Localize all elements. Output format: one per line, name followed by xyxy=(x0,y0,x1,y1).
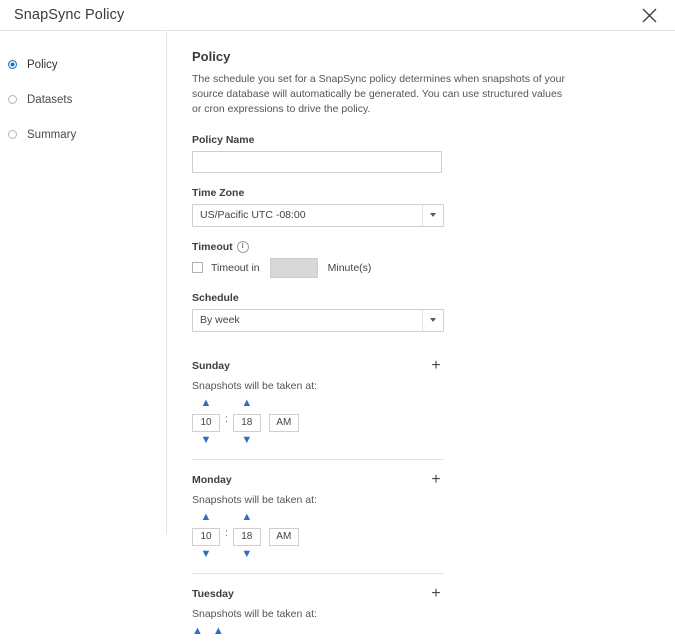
meridiem-stepper xyxy=(269,398,299,435)
day-block-sunday xyxy=(192,346,444,460)
day-block-monday xyxy=(192,460,444,574)
minute-input[interactable]: 18 xyxy=(233,414,261,432)
schedule-select[interactable] xyxy=(192,309,444,332)
add-time-button[interactable]: + xyxy=(431,470,441,488)
day-name-label: Sunday xyxy=(192,359,230,372)
day-name-label: Monday xyxy=(192,473,232,486)
chevron-up-icon[interactable]: ▲ xyxy=(241,396,253,409)
chevron-up-icon[interactable]: ▲ xyxy=(241,510,253,523)
chevron-down-icon[interactable]: ▼ xyxy=(200,547,212,560)
sidebar-item-summary[interactable] xyxy=(0,117,166,152)
add-time-button[interactable]: + xyxy=(431,356,441,374)
chevron-up-icon[interactable]: ▲ xyxy=(212,624,224,637)
time-separator: : xyxy=(225,413,228,425)
section-description: The schedule you set for a SnapSync policy determines when snapshots of your source database will automatically be generated. You can use structured values or cron expressions to drive the policy. xyxy=(192,73,565,116)
hour-stepper xyxy=(192,398,220,448)
info-icon[interactable]: i xyxy=(237,241,249,253)
chevron-down-icon[interactable] xyxy=(422,310,443,331)
time-zone-value: US/Pacific UTC -08:00 xyxy=(200,209,306,222)
day-header xyxy=(192,358,444,374)
day-sublabel: Snapshots will be taken at: xyxy=(192,379,317,392)
page-title: SnapSync Policy xyxy=(14,7,125,23)
timeout-suffix-label: Minute(s) xyxy=(327,261,372,274)
chevron-down-icon[interactable]: ▼ xyxy=(200,433,212,446)
meridiem-input[interactable]: AM xyxy=(269,414,299,432)
day-header xyxy=(192,472,444,488)
schedule-field-group xyxy=(192,292,612,332)
chevron-down-icon[interactable]: ▼ xyxy=(241,433,253,446)
section-title: Policy xyxy=(192,49,231,64)
time-picker xyxy=(192,398,444,448)
policy-name-input[interactable] xyxy=(192,151,442,173)
meridiem-input[interactable]: AM xyxy=(269,528,299,546)
policy-name-label: Policy Name xyxy=(192,133,255,146)
timeout-label-text: Timeout xyxy=(192,240,233,253)
sidebar-item-label: Datasets xyxy=(27,93,73,106)
day-sublabel: Snapshots will be taken at: xyxy=(192,493,317,506)
chevron-up-icon[interactable]: ▲ xyxy=(192,624,203,637)
hour-stepper xyxy=(192,626,203,639)
minute-input[interactable]: 18 xyxy=(233,528,261,546)
meridiem-stepper xyxy=(269,512,299,549)
chevron-down-icon[interactable]: ▼ xyxy=(241,547,253,560)
minute-stepper xyxy=(233,398,261,448)
chevron-up-icon[interactable]: ▲ xyxy=(200,510,212,523)
minute-stepper xyxy=(213,626,224,639)
day-header xyxy=(192,586,444,602)
day-name-label: Tuesday xyxy=(192,587,234,600)
hour-input[interactable]: 10 xyxy=(192,528,220,546)
schedule-value: By week xyxy=(200,314,240,327)
timeout-label xyxy=(192,241,612,253)
time-separator: : xyxy=(225,527,228,539)
time-picker xyxy=(192,512,444,562)
wizard-sidebar xyxy=(0,31,167,534)
time-picker xyxy=(192,626,444,642)
chevron-down-icon[interactable] xyxy=(422,205,443,226)
sidebar-item-label: Policy xyxy=(27,58,58,71)
step-radio-icon xyxy=(8,95,17,104)
sidebar-item-label: Summary xyxy=(27,128,77,141)
close-icon[interactable] xyxy=(637,3,661,27)
chevron-up-icon[interactable]: ▲ xyxy=(200,396,212,409)
timeout-checkbox[interactable] xyxy=(192,262,203,273)
policy-name-field-group xyxy=(192,134,612,173)
hour-input[interactable]: 10 xyxy=(192,414,220,432)
step-radio-icon xyxy=(8,60,17,69)
add-time-button[interactable]: + xyxy=(431,584,441,602)
timeout-row xyxy=(192,258,612,278)
hour-stepper xyxy=(192,512,220,562)
timeout-minutes-input[interactable] xyxy=(270,258,318,278)
policy-form-panel xyxy=(167,31,675,637)
dialog-header xyxy=(0,0,675,30)
time-zone-field-group xyxy=(192,187,612,227)
sidebar-item-policy[interactable] xyxy=(0,47,166,82)
minute-stepper xyxy=(233,512,261,562)
dialog-body xyxy=(0,31,675,637)
timeout-field-group xyxy=(192,241,612,278)
sidebar-item-datasets[interactable] xyxy=(0,82,166,117)
day-sublabel: Snapshots will be taken at: xyxy=(192,607,317,620)
time-zone-label: Time Zone xyxy=(192,186,245,199)
step-radio-icon xyxy=(8,130,17,139)
day-block-tuesday xyxy=(192,574,444,642)
schedule-label: Schedule xyxy=(192,291,239,304)
time-zone-select[interactable] xyxy=(192,204,444,227)
timeout-prefix-label: Timeout in xyxy=(211,261,260,274)
